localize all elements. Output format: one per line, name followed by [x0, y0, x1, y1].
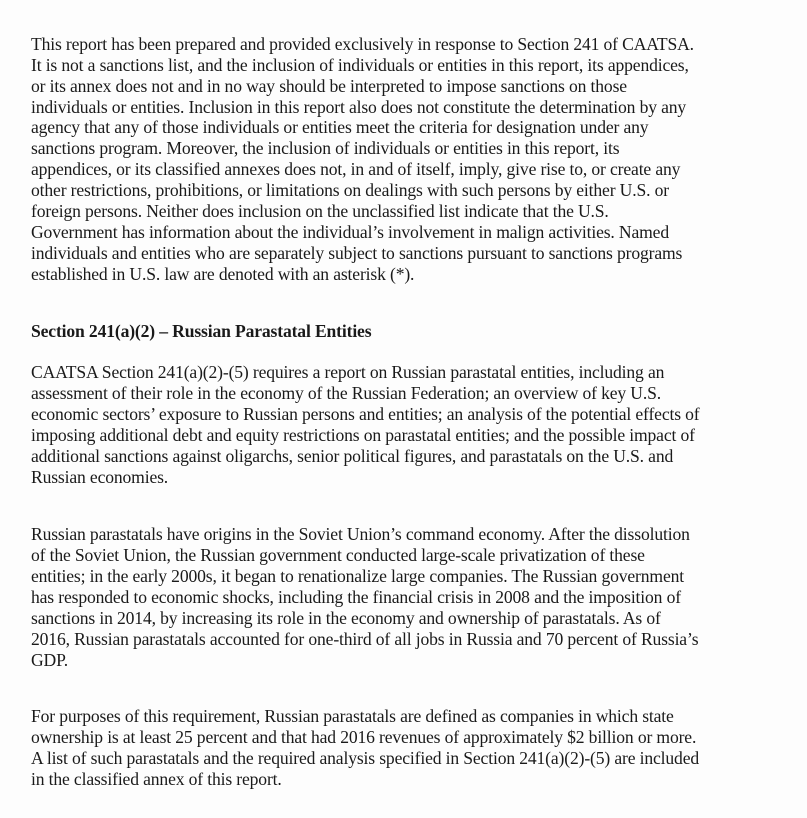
text-line: For purposes of this requirement, Russian parastatals are defined as companies in which state — [31, 706, 674, 726]
text-line: sanctions program. Moreover, the inclusion of individuals or entities in this report, its — [31, 138, 620, 158]
text-line: or its annex does not and in no way should be interpreted to impose sanctions on those — [31, 76, 627, 96]
text-line: in the classified annex of this report. — [31, 769, 282, 789]
text-line: Russian economies. — [31, 467, 169, 487]
text-line: foreign persons. Neither does inclusion on the unclassified list indicate that the U.S. — [31, 201, 609, 221]
text-line: GDP. — [31, 650, 69, 670]
text-line: Russian parastatals have origins in the Soviet Union’s command economy. After the dissolution — [31, 524, 690, 544]
text-line: additional sanctions against oligarchs, senior political figures, and parastatals on the U.S. and — [31, 446, 674, 466]
text-line: has responded to economic shocks, including the financial crisis in 2008 and the imposition of — [31, 587, 681, 607]
text-line: Government has information about the individual’s involvement in malign activities. Named — [31, 222, 669, 242]
text-line: established in U.S. law are denoted with an asterisk (*). — [31, 264, 415, 284]
text-line: sanctions in 2014, by increasing its role in the economy and ownership of parastatals. As of — [31, 608, 661, 628]
text-line: other restrictions, prohibitions, or limitations on dealings with such persons by either U.S. or — [31, 180, 669, 200]
text-line: agency that any of those individuals or entities meet the criteria for designation under any — [31, 117, 649, 137]
text-line: entities; in the early 2000s, it began to renationalize large companies. The Russian government — [31, 566, 684, 586]
text-line: economic sectors’ exposure to Russian persons and entities; an analysis of the potential effects of — [31, 404, 700, 424]
text-line: individuals or entities. Inclusion in this report also does not constitute the determination by any — [31, 97, 687, 117]
text-line: A list of such parastatals and the required analysis specified in Section 241(a)(2)-(5) are included — [31, 748, 699, 768]
text-line: appendices, or its classified annexes does not, in and of itself, imply, give rise to, or create any — [31, 159, 681, 179]
text-line: ownership is at least 25 percent and that had 2016 revenues of approximately $2 billion or more. — [31, 727, 697, 747]
section-heading: Section 241(a)(2) – Russian Parastatal Entities — [31, 321, 372, 341]
text-line: assessment of their role in the economy of the Russian Federation; an overview of key U.S. — [31, 383, 661, 403]
text-line: of the Soviet Union, the Russian government conducted large-scale privatization of these — [31, 545, 645, 565]
text-line: individuals and entities who are separately subject to sanctions pursuant to sanctions programs — [31, 243, 683, 263]
text-line: This report has been prepared and provided exclusively in response to Section 241 of CAATSA. — [31, 34, 694, 54]
text-line: imposing additional debt and equity restrictions on parastatal entities; and the possible impact of — [31, 425, 695, 445]
text-line: It is not a sanctions list, and the inclusion of individuals or entities in this report, its appendices, — [31, 55, 689, 75]
text-line: CAATSA Section 241(a)(2)-(5) requires a report on Russian parastatal entities, including an — [31, 362, 665, 382]
text-line: 2016, Russian parastatals accounted for one-third of all jobs in Russia and 70 percent of Russia’s — [31, 629, 699, 649]
